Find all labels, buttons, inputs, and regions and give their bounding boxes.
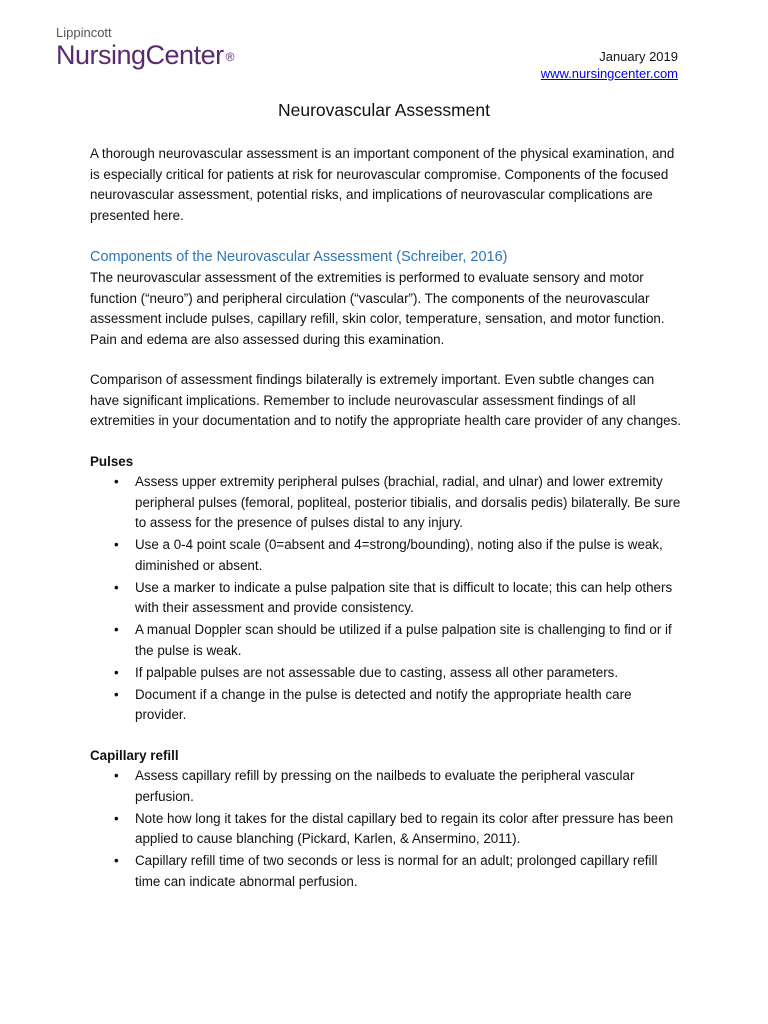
- list-item-text: Assess capillary refill by pressing on the nailbeds to evaluate the peripheral vascular perfusion.: [135, 768, 635, 804]
- capillary-refill-heading: Capillary refill: [90, 747, 179, 763]
- list-item-text: Document if a change in the pulse is detected and notify the appropriate health care provider.: [135, 686, 632, 722]
- registered-mark: ®: [225, 50, 234, 64]
- bullet-icon: •: [114, 768, 119, 783]
- brand-logo: [56, 26, 234, 70]
- list-item: [90, 766, 682, 807]
- document-date: January 2019: [599, 49, 678, 64]
- list-item: [90, 472, 682, 534]
- bullet-icon: •: [114, 622, 119, 637]
- list-item-text: A manual Doppler scan should be utilized if a pulse palpation site is challenging to find or if the pulse is weak.: [135, 622, 672, 658]
- bullet-icon: •: [114, 537, 119, 552]
- list-item: [90, 685, 682, 726]
- pulses-heading: Pulses: [90, 453, 134, 469]
- list-item: [90, 663, 682, 684]
- brand-main-text: [56, 40, 234, 70]
- list-item-text: Use a marker to indicate a pulse palpation site that is difficult to locate; this can help others with their assessment and provide consistency.: [135, 579, 673, 615]
- list-item-text: Use a 0-4 point scale (0=absent and 4=strong/bounding), noting also if the pulse is weak, diminished or absent.: [135, 537, 663, 573]
- list-item-text: Assess upper extremity peripheral pulses (brachial, radial, and ulnar) and lower extremity peripheral pulses (femoral, popliteal, posterior tibialis, and dorsalis pedis) bilaterally. Be sure to assess for the presence of pulses distal to any injury.: [135, 474, 681, 530]
- capillary-refill-list: [90, 766, 682, 892]
- brand-name: NursingCenter: [56, 40, 224, 70]
- document-body: [90, 144, 682, 912]
- list-item: [90, 535, 682, 576]
- components-paragraph-2: Comparison of assessment findings bilaterally is extremely important. Even subtle changes can have significant implications. Remember to include neurovascular assessment findings of all extremities in your documentation and to notify the appropriate health care provider of any changes.: [90, 372, 682, 428]
- bullet-icon: •: [114, 579, 119, 595]
- brand-top-text: Lippincott: [56, 25, 112, 40]
- list-item: [90, 620, 682, 661]
- list-item: [90, 851, 682, 892]
- bullet-icon: •: [114, 853, 119, 868]
- pulses-list: [90, 472, 682, 726]
- intro-paragraph: A thorough neurovascular assessment is an important component of the physical examination, and is especially critical for patients at risk for neurovascular compromise. Components of the focused neurovascular assessment, potential risks, and implications of neurovascular complications are presented here.: [90, 146, 675, 223]
- list-item-text: Note how long it takes for the distal capillary bed to regain its color after pressure has been applied to cause blanching (Pickard, Karlen, & Ansermino, 2011).: [135, 810, 674, 846]
- list-item-text: If palpable pulses are not assessable due to casting, assess all other parameters.: [135, 664, 619, 680]
- components-heading: Components of the Neurovascular Assessment (Schreiber, 2016): [90, 249, 508, 265]
- bullet-icon: •: [114, 810, 119, 826]
- components-paragraph-1: The neurovascular assessment of the extremities is performed to evaluate sensory and motor function (“neuro”) and peripheral circulation (“vascular”). The components of the neurovascular assessment include pulses, capillary refill, skin color, temperature, sensation, and motor function. Pain and edema are also assessed during this examination.: [90, 270, 665, 347]
- bullet-icon: •: [114, 474, 119, 489]
- header-meta: [541, 48, 678, 82]
- page-title: Neurovascular Assessment: [277, 100, 491, 120]
- website-link[interactable]: www.nursingcenter.com: [540, 66, 678, 81]
- list-item-text: Capillary refill time of two seconds or less is normal for an adult; prolonged capillary refill time can indicate abnormal perfusion.: [135, 853, 658, 889]
- bullet-icon: •: [114, 664, 119, 680]
- bullet-icon: •: [114, 686, 119, 702]
- list-item: [90, 809, 682, 850]
- list-item: [90, 578, 682, 619]
